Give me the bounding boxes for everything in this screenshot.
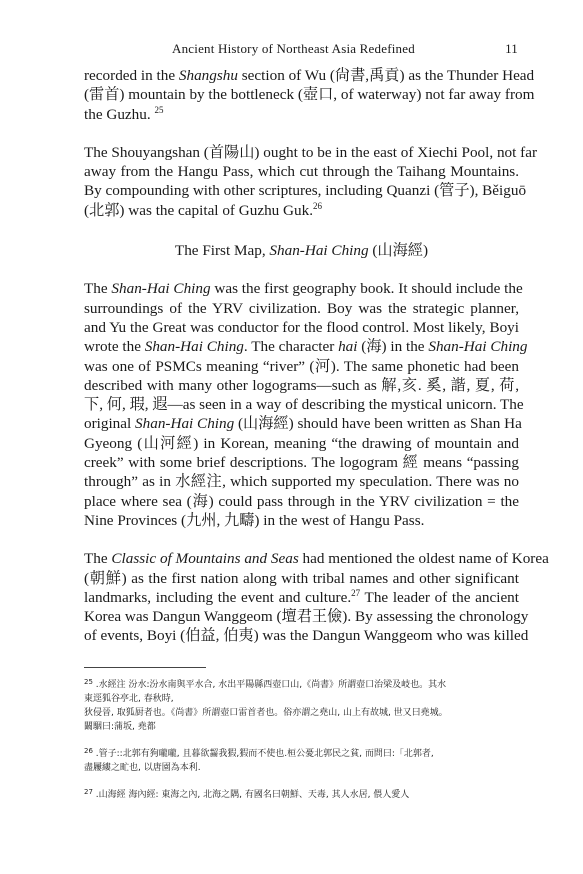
section-heading: The First Map, Shan-Hai Ching (山海經) [174,242,429,260]
text-line: Nine Provinces (九州, 九疇) in the west of Hangu Pass. [84,511,425,529]
footnote-25: $^{25}$ .水經注 汾水:汾水南與平水合, 水出平陽縣西壺口山,《尚書》所謂壺口治梁及岐也。其水 東逕狐谷亭北, 春秋時, 狄侵晉, 取狐厨者也。《尚書》所謂壺口雷首者也。俗亦謂之堯山, 山上有故城, 世又曰堯城。 闞駰曰:蒲坂, 堯都 [84,678,448,732]
footnote-ref[interactable]: 26 [313,200,323,211]
page-number: 11 [505,41,518,56]
text-line: Gyeong (山河經) in Korean, meaning “the drawing of mountain and [84,434,519,452]
text-line: creek” with some brief descriptions. The logogram 經 means “passing [84,454,519,472]
text-line: (雷首) mountain by the bottleneck (壺口, of waterway) not far away from [84,86,535,104]
text-line: recorded in the Shangshu section of Wu (尙書,禹貢) as the Thunder Head [84,67,535,84]
text-line: The Shouyangshan (首陽山) ought to be in the east of Xiechi Pool, not far [84,143,538,161]
text-line: surroundings of the YRV civilization. Boy was the strategic planner, [84,299,519,317]
italic-term: Shan-Hai Ching [111,280,211,298]
italic-term: Classic of Mountains and Seas [111,550,299,568]
text-line: place where sea (海) could pass through in the YRV civilization = the [84,492,519,510]
text-line: was one of PSMCs meaning “river” (河). The same phonetic had been [84,357,519,375]
text-line: By compounding with other scriptures, including Quanzi (管子), Běiguō [84,182,527,200]
text-line: The Classic of Mountains and Seas had mentioned the oldest name of Korea [84,550,549,568]
body-text [84,66,549,646]
footnote-ref[interactable]: 25 [154,104,164,115]
text-line: (北郭) was the capital of Guzhu Guk.$^{26}$ [84,200,323,219]
text-line: the Guzhu. $^{25}$ [84,104,164,123]
paragraph-3 [84,279,528,530]
text-line: described with many other logograms—such as 解,亥. 奚, 諧, 夏, 荷, [84,376,519,394]
running-title: Ancient History of Northeast Asia Redefined [172,41,415,56]
text-line: (朝鮮) as the first nation along with tribal names and other significant [84,569,519,587]
text-line: The Shan-Hai Ching was the first geography book. It should include the [84,280,523,298]
paragraph-2 [84,143,538,220]
footnote-26: $^{26}$ .管子::北郭有狗嚨嚨, 且暮欲齧我猳,猳而不使也.桓公憂北郭民之貧, 而問曰:「北郭者, 盡屨縷之甿也, 以唐園為本利. [84,747,434,773]
footnote-ref[interactable]: 27 [351,587,361,598]
text-line: wrote the Shan-Hai Ching. The character hai (海) in the Shan-Hai Ching [84,338,528,356]
text-line: of events, Boyi (伯益, 伯夷) was the Dangun Wanggeom who was killed [84,627,529,645]
text-line: original Shan-Hai Ching (山海經) should have been written as Shan Ha [84,415,522,433]
text-line: 下, 何, 瑕, 遐—as seen in a way of describing the mystical unicorn. The [84,396,524,414]
text-line: Korea was Dangun Wanggeom (壇君王儉). By assessing the chronology [84,608,529,626]
text-line: landmarks, including the event and culture.$^{27}$ The leader of the ancient [84,587,519,606]
paragraph-4 [84,549,549,645]
footnote-divider [84,667,206,668]
text-line: away from the Hangu Pass, which cut through the Taihang Mountains. [84,163,519,181]
footnote-27: $^{27}$ .山海經 海內經: 東海之內, 北海之隅, 有國名曰朝鮮、天毒, 其人水居, 偎人愛人 [84,788,410,800]
paragraph-1 [84,66,535,124]
running-header [172,41,518,57]
text-line: through” as in 水經注, which supported my speculation. There was no [84,473,519,491]
text-line: and Yu the Great was conductor for the flood control. Most likely, Boyi [84,318,519,336]
italic-term: Shangshu [178,67,238,84]
